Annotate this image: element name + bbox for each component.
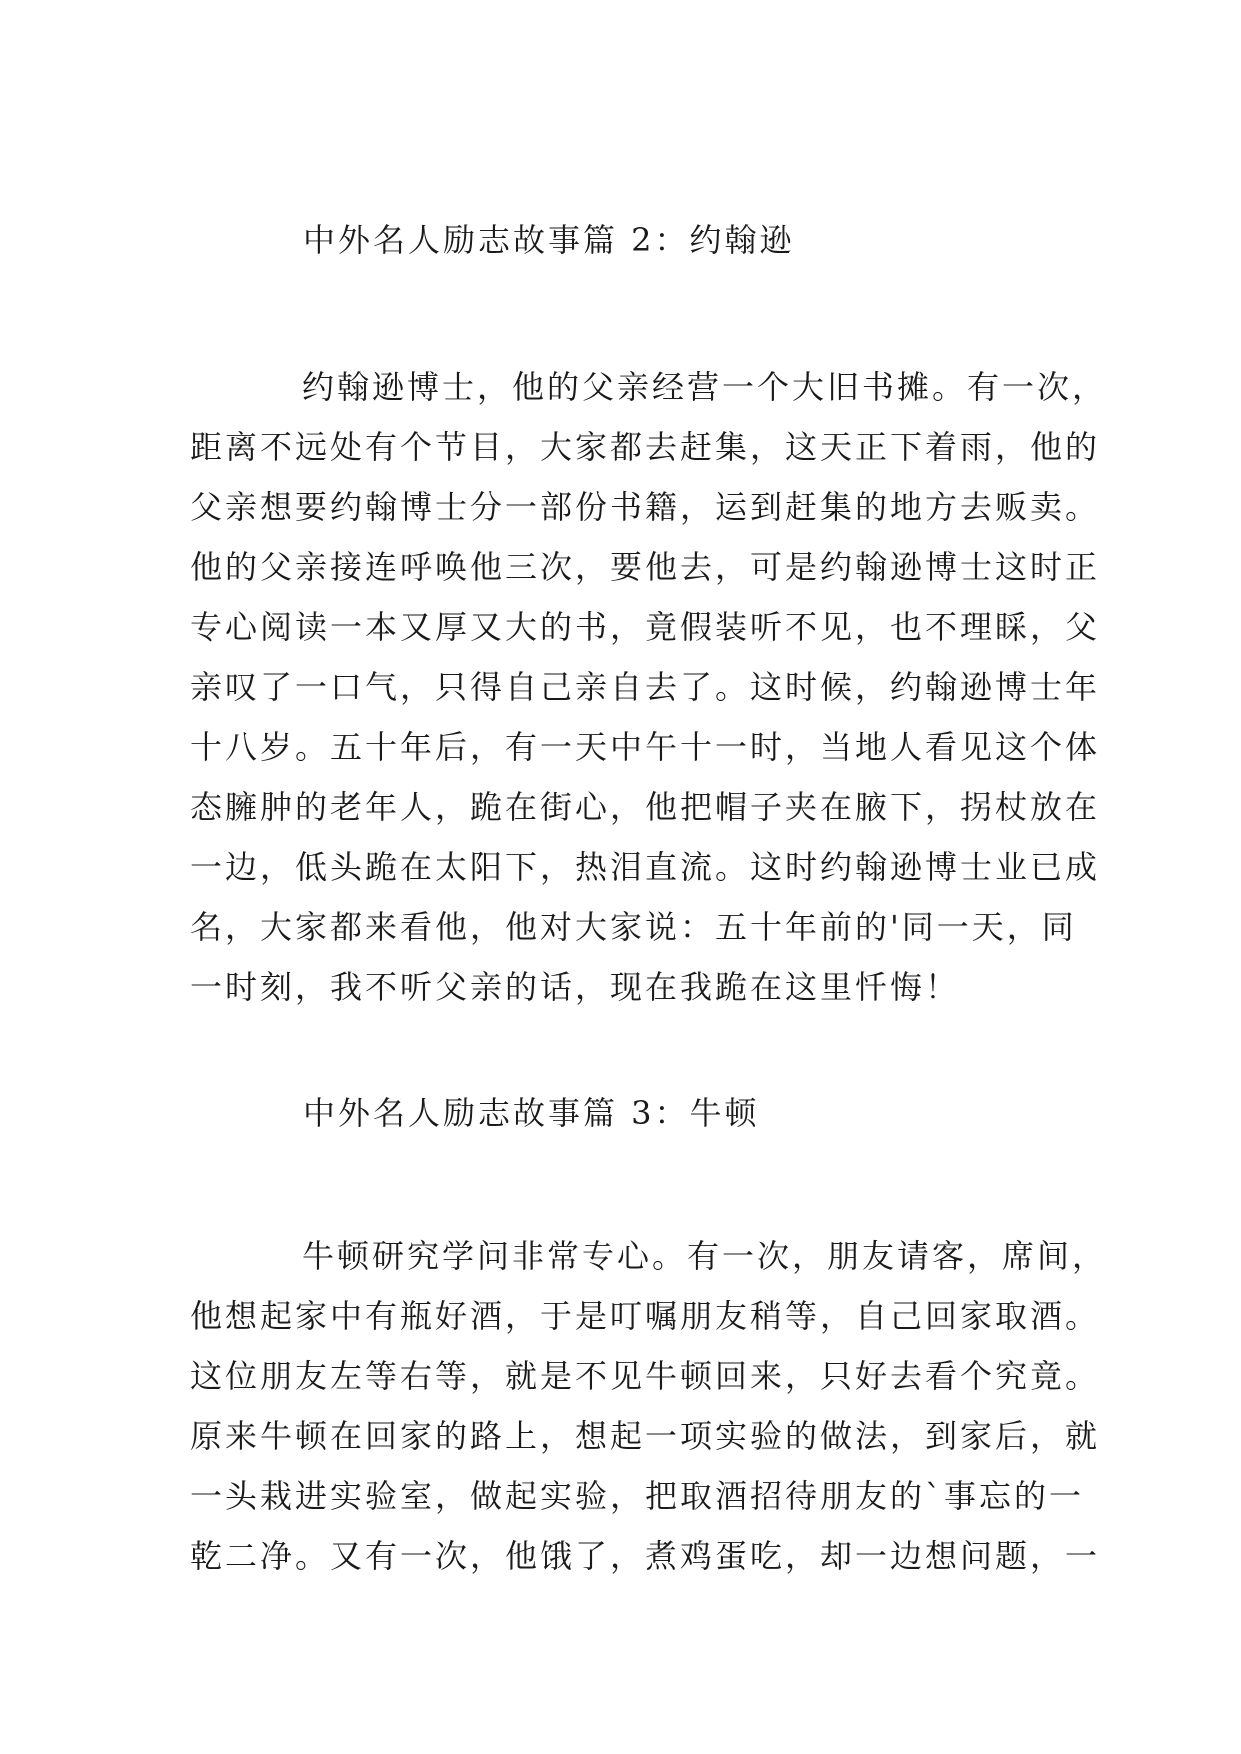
section-heading-johnson: 中外名人励志故事篇 2：约翰逊: [303, 221, 795, 259]
paragraph-line: 他想起家中有瓶好酒，于是叮嘱朋友稍等，自己回家取酒。: [190, 1297, 1101, 1335]
paragraph-line: 原来牛顿在回家的路上，想起一项实验的做法，到家后，就: [190, 1417, 1101, 1455]
paragraph-newton: [190, 1226, 1108, 1586]
paragraph-line: 一时刻，我不听父亲的话，现在我跪在这里忏悔！: [190, 968, 961, 1006]
paragraph-line: 约翰逊博士，他的父亲经营一个大旧书摊。有一次，: [302, 368, 1108, 406]
paragraph-line: 一边，低头跪在太阳下，热泪直流。这时约翰逊博士业已成: [190, 848, 1101, 886]
paragraph-line: 乾二净。又有一次，他饿了，煮鸡蛋吃，却一边想问题，一: [190, 1537, 1101, 1575]
paragraph-line: 距离不远处有个节目，大家都去赶集，这天正下着雨，他的: [190, 428, 1101, 466]
paragraph-line: 一头栽进实验室，做起实验，把取酒招待朋友的`事忘的一: [190, 1477, 1085, 1515]
paragraph-line: 十八岁。五十年后，有一天中午十一时，当地人看见这个体: [190, 728, 1101, 766]
paragraph-johnson: [190, 357, 1108, 1017]
paragraph-line: 名，大家都来看他，他对大家说：五十年前的'同一天，同: [190, 908, 1077, 946]
paragraph-line: 他的父亲接连呼唤他三次，要他去，可是约翰逊博士这时正: [190, 548, 1101, 586]
paragraph-line: 这位朋友左等右等，就是不见牛顿回来，只好去看个究竟。: [190, 1357, 1101, 1395]
section-heading-newton: 中外名人励志故事篇 3：牛顿: [303, 1094, 760, 1132]
paragraph-line: 态臃肿的老年人，跪在街心，他把帽子夹在腋下，拐杖放在: [190, 788, 1101, 826]
paragraph-line: 父亲想要约翰博士分一部份书籍，运到赶集的地方去贩卖。: [190, 488, 1101, 526]
paragraph-line: 亲叹了一口气，只得自己亲自去了。这时候，约翰逊博士年: [190, 668, 1101, 706]
paragraph-line: 专心阅读一本又厚又大的书，竟假装听不见，也不理睬，父: [190, 608, 1101, 646]
paragraph-line: 牛顿研究学问非常专心。有一次，朋友请客，席间，: [302, 1237, 1108, 1275]
